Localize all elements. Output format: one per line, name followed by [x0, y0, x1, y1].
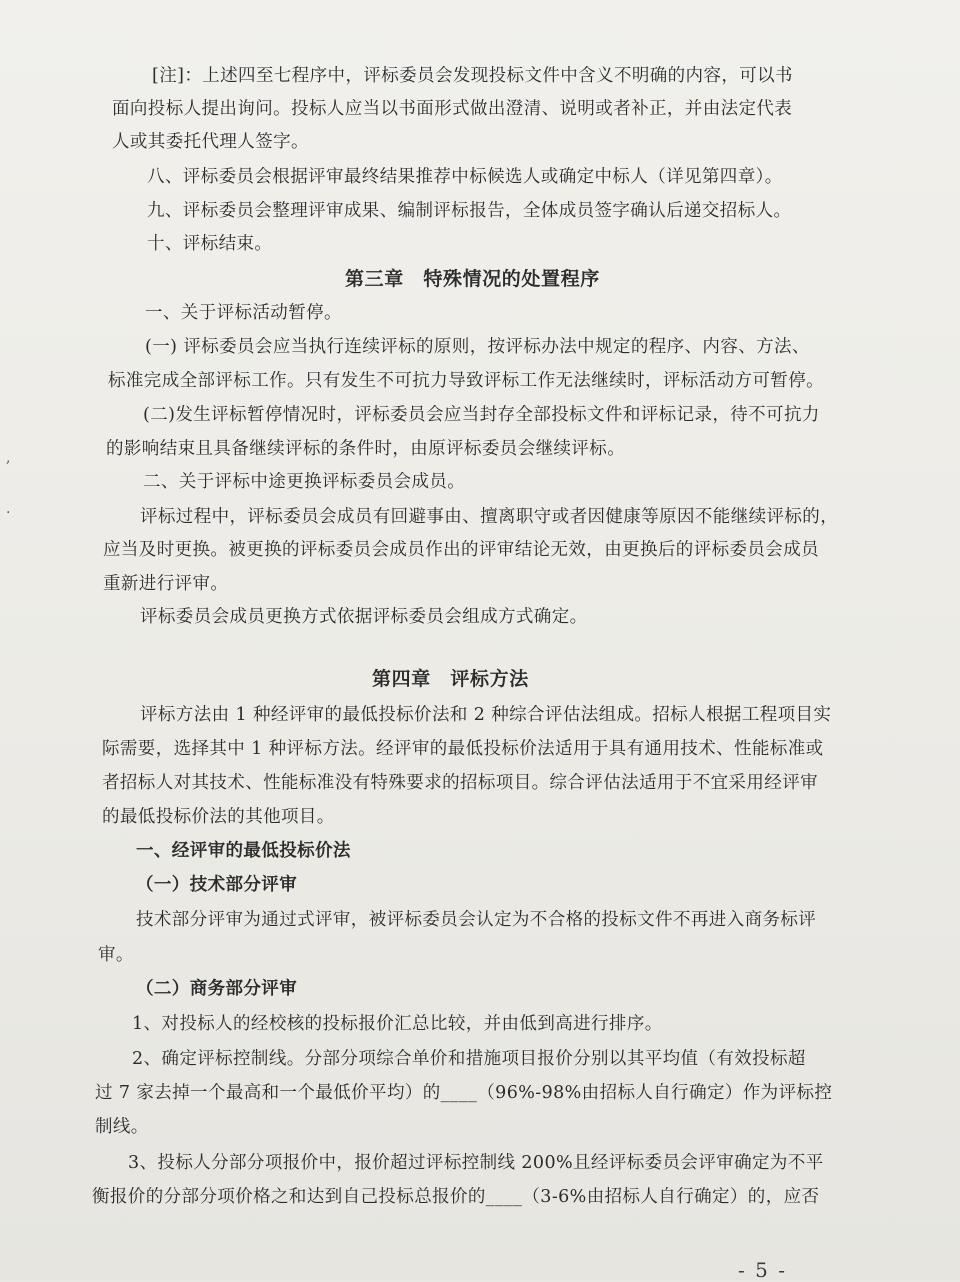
text-line: 评标委员会成员更换方式依据评标委员会组成方式确定。 [140, 607, 588, 627]
section-heading: 一、经评审的最低投标价法 [136, 841, 351, 861]
text-line: 九、评标委员会整理评审成果、编制评标报告，全体成员签字确认后递交招标人。 [147, 201, 792, 221]
text-line: 标准完成全部评标工作。只有发生不可抗力导致评标工作无法继续时，评标活动方可暂停。 [108, 371, 824, 391]
text-line: 十、评标结束。 [147, 234, 273, 254]
text-line: 面向投标人提出询问。投标人应当以书面形式做出澄清、说明或者补正，并由法定代表 [112, 99, 793, 119]
text-line: 审。 [98, 945, 134, 965]
subsection-heading: （一）技术部分评审 [136, 875, 298, 895]
text-line: 3、投标人分部分项报价中，报价超过评标控制线 200%且经评标委员会评审确定为不平 [128, 1153, 824, 1173]
text-line: 的影响结束且具备继续评标的条件时，由原评标委员会继续评标。 [106, 439, 626, 459]
binding-mark: , [6, 450, 11, 466]
text-line: 的最低投标价法的其他项目。 [102, 807, 335, 827]
text-line: 衡报价的分部分项价格之和达到自己投标总报价的____（3-6%由招标人自行确定）的，应否 [92, 1187, 820, 1207]
text-line: (二)发生评标暂停情况时，评标委员会应当封存全部投标文件和评标记录，待不可抗力 [143, 405, 820, 425]
text-line: 一、关于评标活动暂停。 [145, 303, 342, 323]
text-line: 过 7 家去掉一个最高和一个最低价平均）的____（96%-98%由招标人自行确定）作为评标控 [95, 1083, 833, 1103]
text-line: 二、关于评标中途更换评标委员会成员。 [143, 472, 466, 492]
text-line: 评标过程中，评标委员会成员有回避事由、擅离职守或者因健康等原因不能继续评标的， [140, 507, 839, 527]
text-line: 重新进行评审。 [103, 574, 229, 594]
text-line: 者招标人对其技术、性能标准没有特殊要求的招标项目。综合评估法适用于不宜采用经评审 [102, 773, 818, 793]
text-line: 八、评标委员会根据评审最终结果推荐中标候选人或确定中标人（详见第四章）。 [147, 167, 783, 187]
text-line: 应当及时更换。被更换的评标委员会成员作出的评审结论无效，由更换后的评标委员会成员 [103, 540, 819, 560]
page-number: - 5 - [738, 1258, 787, 1282]
text-line: 评标方法由 1 种经评审的最低投标价法和 2 种综合评估法组成。招标人根据工程项目实 [140, 705, 832, 725]
text-line: 际需要，选择其中 1 种评标方法。经评审的最低投标价法适用于具有通用技术、性能标准或 [102, 739, 824, 759]
subsection-heading: （二）商务部分评审 [136, 979, 298, 999]
text-line: 2、确定评标控制线。分部分项综合单价和措施项目报价分别以其平均值（有效投标超 [132, 1049, 806, 1069]
chapter-heading: 第四章 评标方法 [372, 668, 529, 690]
text-line: 技术部分评审为通过式评审，被评标委员会认定为不合格的投标文件不再进入商务标评 [136, 910, 817, 930]
text-line: (一) 评标委员会应当执行连续评标的原则，按评标办法中规定的程序、内容、方法、 [145, 337, 810, 357]
text-line: [注]：上述四至七程序中，评标委员会发现投标文件中含义不明确的内容，可以书 [152, 66, 793, 86]
binding-mark: · [6, 505, 11, 521]
text-line: 制线。 [95, 1117, 149, 1137]
chapter-heading: 第三章 特殊情况的处置程序 [345, 268, 600, 290]
text-line: 人或其委托代理人签字。 [112, 132, 309, 152]
text-line: 1、对投标人的经校核的投标报价汇总比较，并由低到高进行排序。 [132, 1014, 663, 1034]
